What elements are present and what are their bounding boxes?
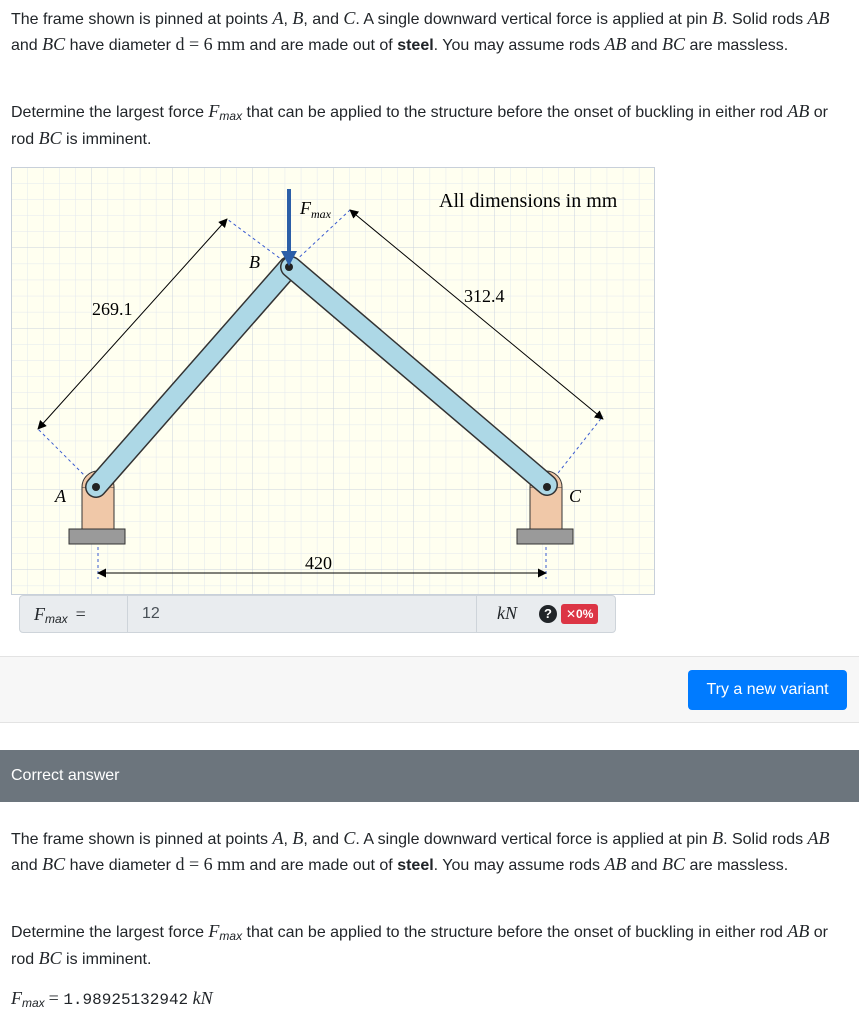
correct-problem-task: Determine the largest force Fmax that can be applied to the structure before the onset of buckling in either rod AB or rod BC is imminent. xyxy=(11,921,828,968)
correct-problem-statement: The frame shown is pinned at points A, B, and C. A single downward vertical force is applied at pin B. Solid rods AB and BC have diameter d = 6 mm and are made out of steel. You may assume rods AB and BC are massless. xyxy=(11,828,830,874)
variant-bar xyxy=(0,656,859,723)
answer-input-group xyxy=(19,595,616,633)
try-new-variant-button[interactable]: Try a new variant xyxy=(688,670,847,710)
dimension-bc-label: 312.4 xyxy=(464,286,505,306)
correct-answer-header: Correct answer xyxy=(0,750,859,802)
problem-task: Determine the largest force Fmax that can be applied to the structure before the onset of buckling in either rod AB or rod BC is imminent. xyxy=(11,101,828,148)
question-circle-icon[interactable]: ? xyxy=(539,605,557,623)
dimensions-note: All dimensions in mm xyxy=(439,190,618,212)
unit-label: kN xyxy=(497,603,517,623)
correct-answer-value: Fmax = 1.98925132942 kN xyxy=(11,988,213,1010)
label-a: A xyxy=(55,486,66,506)
pin-c xyxy=(543,483,551,491)
force-label: $F_{max}$ xyxy=(300,198,331,221)
pin-a xyxy=(92,483,100,491)
frame-diagram xyxy=(11,167,655,595)
label-c: C xyxy=(569,486,582,506)
answer-input[interactable] xyxy=(127,596,477,632)
answer-label: Fmax = xyxy=(34,604,86,626)
score-badge: ✕0% xyxy=(561,604,598,624)
problem-statement: The frame shown is pinned at points A, B, and C. A single downward vertical force is applied at pin B. Solid rods AB and BC have diameter d = 6 mm and are made out of steel. You may assume rods AB and BC are massless. xyxy=(11,8,830,54)
dimension-ab-label: 269.1 xyxy=(92,299,133,319)
dimension-ac-label: 420 xyxy=(305,553,332,573)
label-b: B xyxy=(249,252,260,272)
